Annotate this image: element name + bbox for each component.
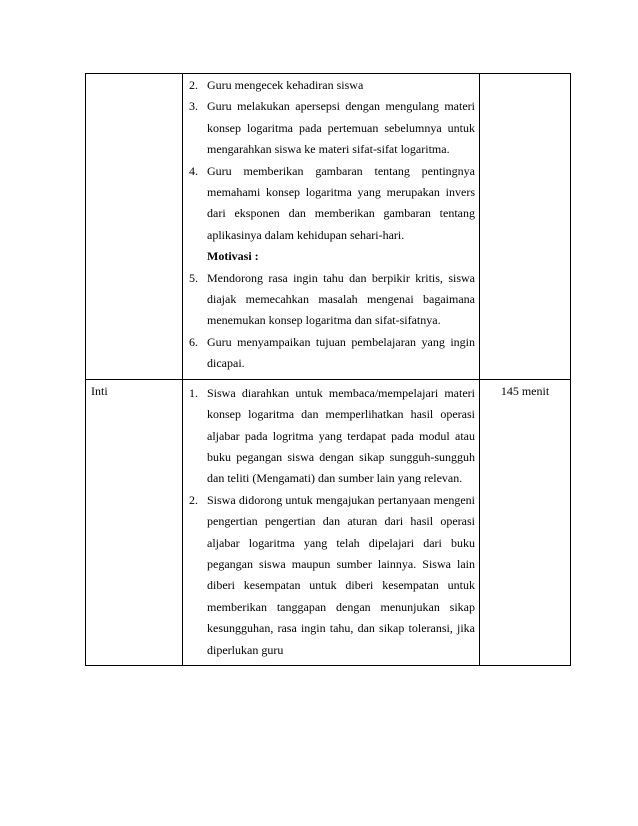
item-number: 5. [189, 270, 198, 285]
item-text: Guru melakukan apersepsi dengan mengulang materi konsep logaritma pada pertemuan sebelumnya untuk mengarahkan siswa ke materi sifat-sifat logaritma. [207, 99, 475, 157]
item-number: 6. [189, 334, 198, 349]
list-item [189, 75, 475, 96]
activity-cell [183, 74, 480, 380]
phase-label [86, 74, 182, 78]
activity-cell [183, 379, 480, 665]
item-number: 2. [189, 78, 198, 92]
list-item [189, 332, 475, 375]
table-row-inti [86, 379, 571, 665]
activity-list [183, 380, 479, 665]
time-label [480, 74, 570, 78]
item-text: Siswa didorong untuk mengajukan pertanyaan mengeni pengertian pengertian dan aturan dari hasil operasi aljabar logaritma yang telah dipelajari dari buku pegangan siswa maupun sumber lainnya. Siswa lain diberi kesempatan untuk diberi kesempatan untuk memberikan tanggapan dengan menunjukan sikap kesungguhan, rasa ingin tahu, dan sikap toleransi, jika diperlukan guru [207, 492, 475, 657]
item-number: 1. [189, 385, 198, 400]
activity-list [183, 74, 479, 379]
list-item [189, 383, 475, 490]
list-item [189, 490, 475, 661]
list-item [189, 161, 475, 247]
phase-label: Inti [91, 383, 108, 398]
list-item [189, 268, 475, 332]
lesson-plan-table [85, 73, 571, 666]
item-number: 2. [189, 492, 198, 507]
item-text: Guru memberikan gambaran tentang pentingnya memahami konsep logaritma yang merupakan invers dari eksponen dan memberikan gambaran tentang aplikasinya dalam kehidupan sehari-hari. [207, 163, 475, 242]
time-cell [480, 379, 571, 665]
time-label: 145 menit [500, 383, 550, 398]
item-text: Siswa diarahkan untuk membaca/mempelajari materi konsep logaritma dan memperlihatkan hasil operasi aljabar pada logritma yang terdapat pada modul atau buku pegangan siswa dengan sikap sungguh-sungguh dan teliti (Mengamati) dan sumber lain yang relevan. [207, 385, 475, 486]
item-number: 3. [189, 99, 198, 114]
motivation-heading-item [189, 246, 475, 267]
motivation-heading: Motivasi : [207, 249, 259, 264]
item-text: Mendorong rasa ingin tahu dan berpikir kritis, siswa diajak memecahkan masalah mengenai bagaimana menemukan konsep logaritma dan sifat-sifatnya. [207, 270, 475, 328]
item-text: Guru mengecek kehadiran siswa [207, 78, 364, 92]
phase-cell [86, 379, 183, 665]
phase-cell [86, 74, 183, 380]
item-text: Guru menyampaikan tujuan pembelajaran yang ingin dicapai. [207, 334, 475, 371]
table-row-opening [86, 74, 571, 380]
item-number: 4. [189, 163, 198, 178]
list-item [189, 96, 475, 160]
time-cell [480, 74, 571, 380]
